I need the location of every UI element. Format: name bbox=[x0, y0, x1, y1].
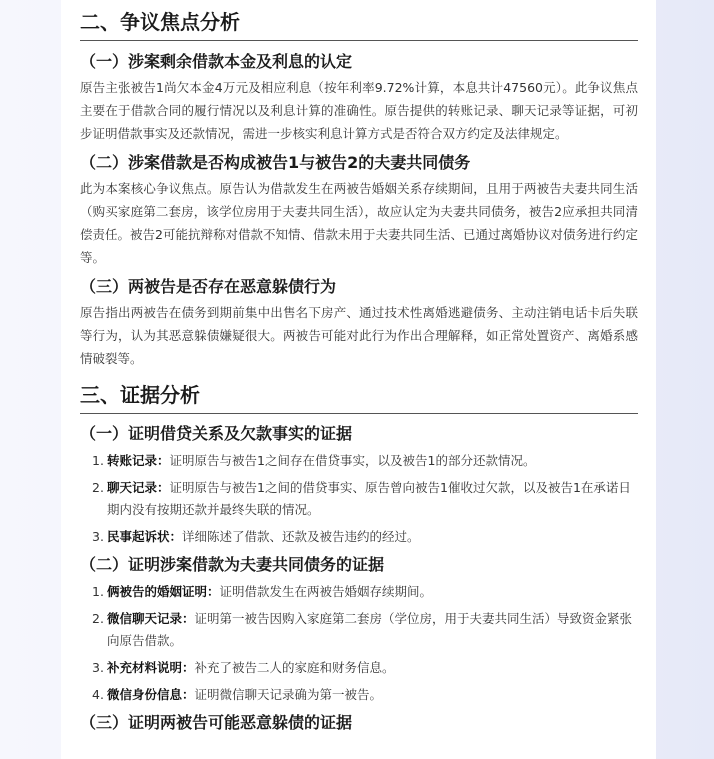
section-2-heading: 二、争议焦点分析 bbox=[80, 9, 638, 41]
list-item-separator: ： bbox=[169, 529, 183, 544]
list-item-text: 证明借款发生在两被告婚姻存续期间。 bbox=[219, 584, 433, 599]
section-3-2-heading: （二）证明涉案借款为夫妻共同债务的证据 bbox=[80, 555, 385, 574]
list-item bbox=[80, 657, 638, 679]
list-item-number: 2. bbox=[92, 480, 104, 495]
list-item bbox=[80, 581, 638, 603]
list-item-label: 补充材料说明 bbox=[107, 660, 183, 675]
list-item-label: 民事起诉状 bbox=[107, 529, 170, 544]
list-item bbox=[80, 684, 638, 706]
list-item-separator: ： bbox=[182, 611, 195, 626]
list-item-number: 3. bbox=[92, 529, 104, 544]
section-3-1-list bbox=[80, 450, 638, 548]
list-item-separator: ： bbox=[157, 480, 170, 495]
section-3-heading: 三、证据分析 bbox=[80, 382, 638, 414]
list-item-text: 证明微信聊天记录确为第一被告。 bbox=[194, 687, 383, 702]
section-2-3-heading: （三）两被告是否存在恶意躲债行为 bbox=[80, 277, 337, 296]
list-item-label: 微信身份信息 bbox=[107, 687, 183, 702]
section-2-2-heading: （二）涉案借款是否构成被告1与被告2的夫妻共同债务 bbox=[80, 153, 471, 172]
list-item bbox=[80, 477, 638, 521]
list-item bbox=[80, 450, 638, 472]
list-item-text: 证明第一被告因购入家庭第二套房（学位房，用于夫妻共同生活）导致资金紧张向原告借款。 bbox=[107, 611, 633, 648]
list-item-number: 1. bbox=[92, 584, 104, 599]
list-item-number: 1. bbox=[92, 453, 104, 468]
list-item bbox=[80, 608, 638, 652]
document-content bbox=[80, 0, 638, 734]
document-page bbox=[61, 0, 656, 759]
list-item-number: 4. bbox=[92, 687, 104, 702]
list-item-text: 证明原告与被告1之间的借贷事实、原告曾向被告1催收过欠款，以及被告1在承诺日期内没有按期还款并最终失联的情况。 bbox=[107, 480, 631, 517]
list-item-separator: ： bbox=[207, 584, 220, 599]
section-3-3-heading: （三）证明两被告可能恶意躲债的证据 bbox=[80, 713, 353, 732]
section-2-2-body: 此为本案核心争议焦点。原告认为借款发生在两被告婚姻关系存续期间，且用于两被告夫妻共同生活（购买家庭第二套房，该学位房用于夫妻共同生活），故应认定为夫妻共同债务，被告2应承担共同清偿责任。被告2可能抗辩称对借款不知情、借款未用于夫妻共同生活、已通过离婚协议对债务进行约定等。 bbox=[80, 181, 638, 265]
section-2-1-body: 原告主张被告1尚欠本金4万元及相应利息（按年利率9.72%计算，本息共计47560元）。此争议焦点主要在于借款合同的履行情况以及利息计算的准确性。原告提供的转账记录、聊天记录等证据，可初步证明借款事实及还款情况，需进一步核实利息计算方式是否符合双方约定及法律规定。 bbox=[80, 80, 638, 141]
list-item-label: 微信聊天记录 bbox=[107, 611, 183, 626]
list-item-separator: ： bbox=[182, 687, 195, 702]
section-3-2-list bbox=[80, 581, 638, 706]
list-item-separator: ： bbox=[157, 453, 170, 468]
list-item-text: 补充了被告二人的家庭和财务信息。 bbox=[194, 660, 395, 675]
list-item-number: 3. bbox=[92, 660, 104, 675]
list-item bbox=[80, 526, 638, 548]
list-item-label: 俩被告的婚姻证明 bbox=[107, 584, 208, 599]
list-item-number: 2. bbox=[92, 611, 104, 626]
list-item-separator: ： bbox=[182, 660, 195, 675]
list-item-label: 聊天记录 bbox=[107, 480, 158, 495]
section-2-1-heading: （一）涉案剩余借款本金及利息的认定 bbox=[80, 52, 353, 71]
list-item-text: 详细陈述了借款、还款及被告违约的经过。 bbox=[182, 529, 420, 544]
list-item-label: 转账记录 bbox=[107, 453, 158, 468]
section-3-1-heading: （一）证明借贷关系及欠款事实的证据 bbox=[80, 424, 353, 443]
section-2-3-body: 原告指出两被告在债务到期前集中出售名下房产、通过技术性离婚逃避债务、主动注销电话卡后失联等行为，认为其恶意躲债嫌疑很大。两被告可能对此行为作出合理解释，如正常处置资产、离婚系感情破裂等。 bbox=[80, 305, 638, 366]
list-item-text: 证明原告与被告1之间存在借贷事实，以及被告1的部分还款情况。 bbox=[169, 453, 536, 468]
